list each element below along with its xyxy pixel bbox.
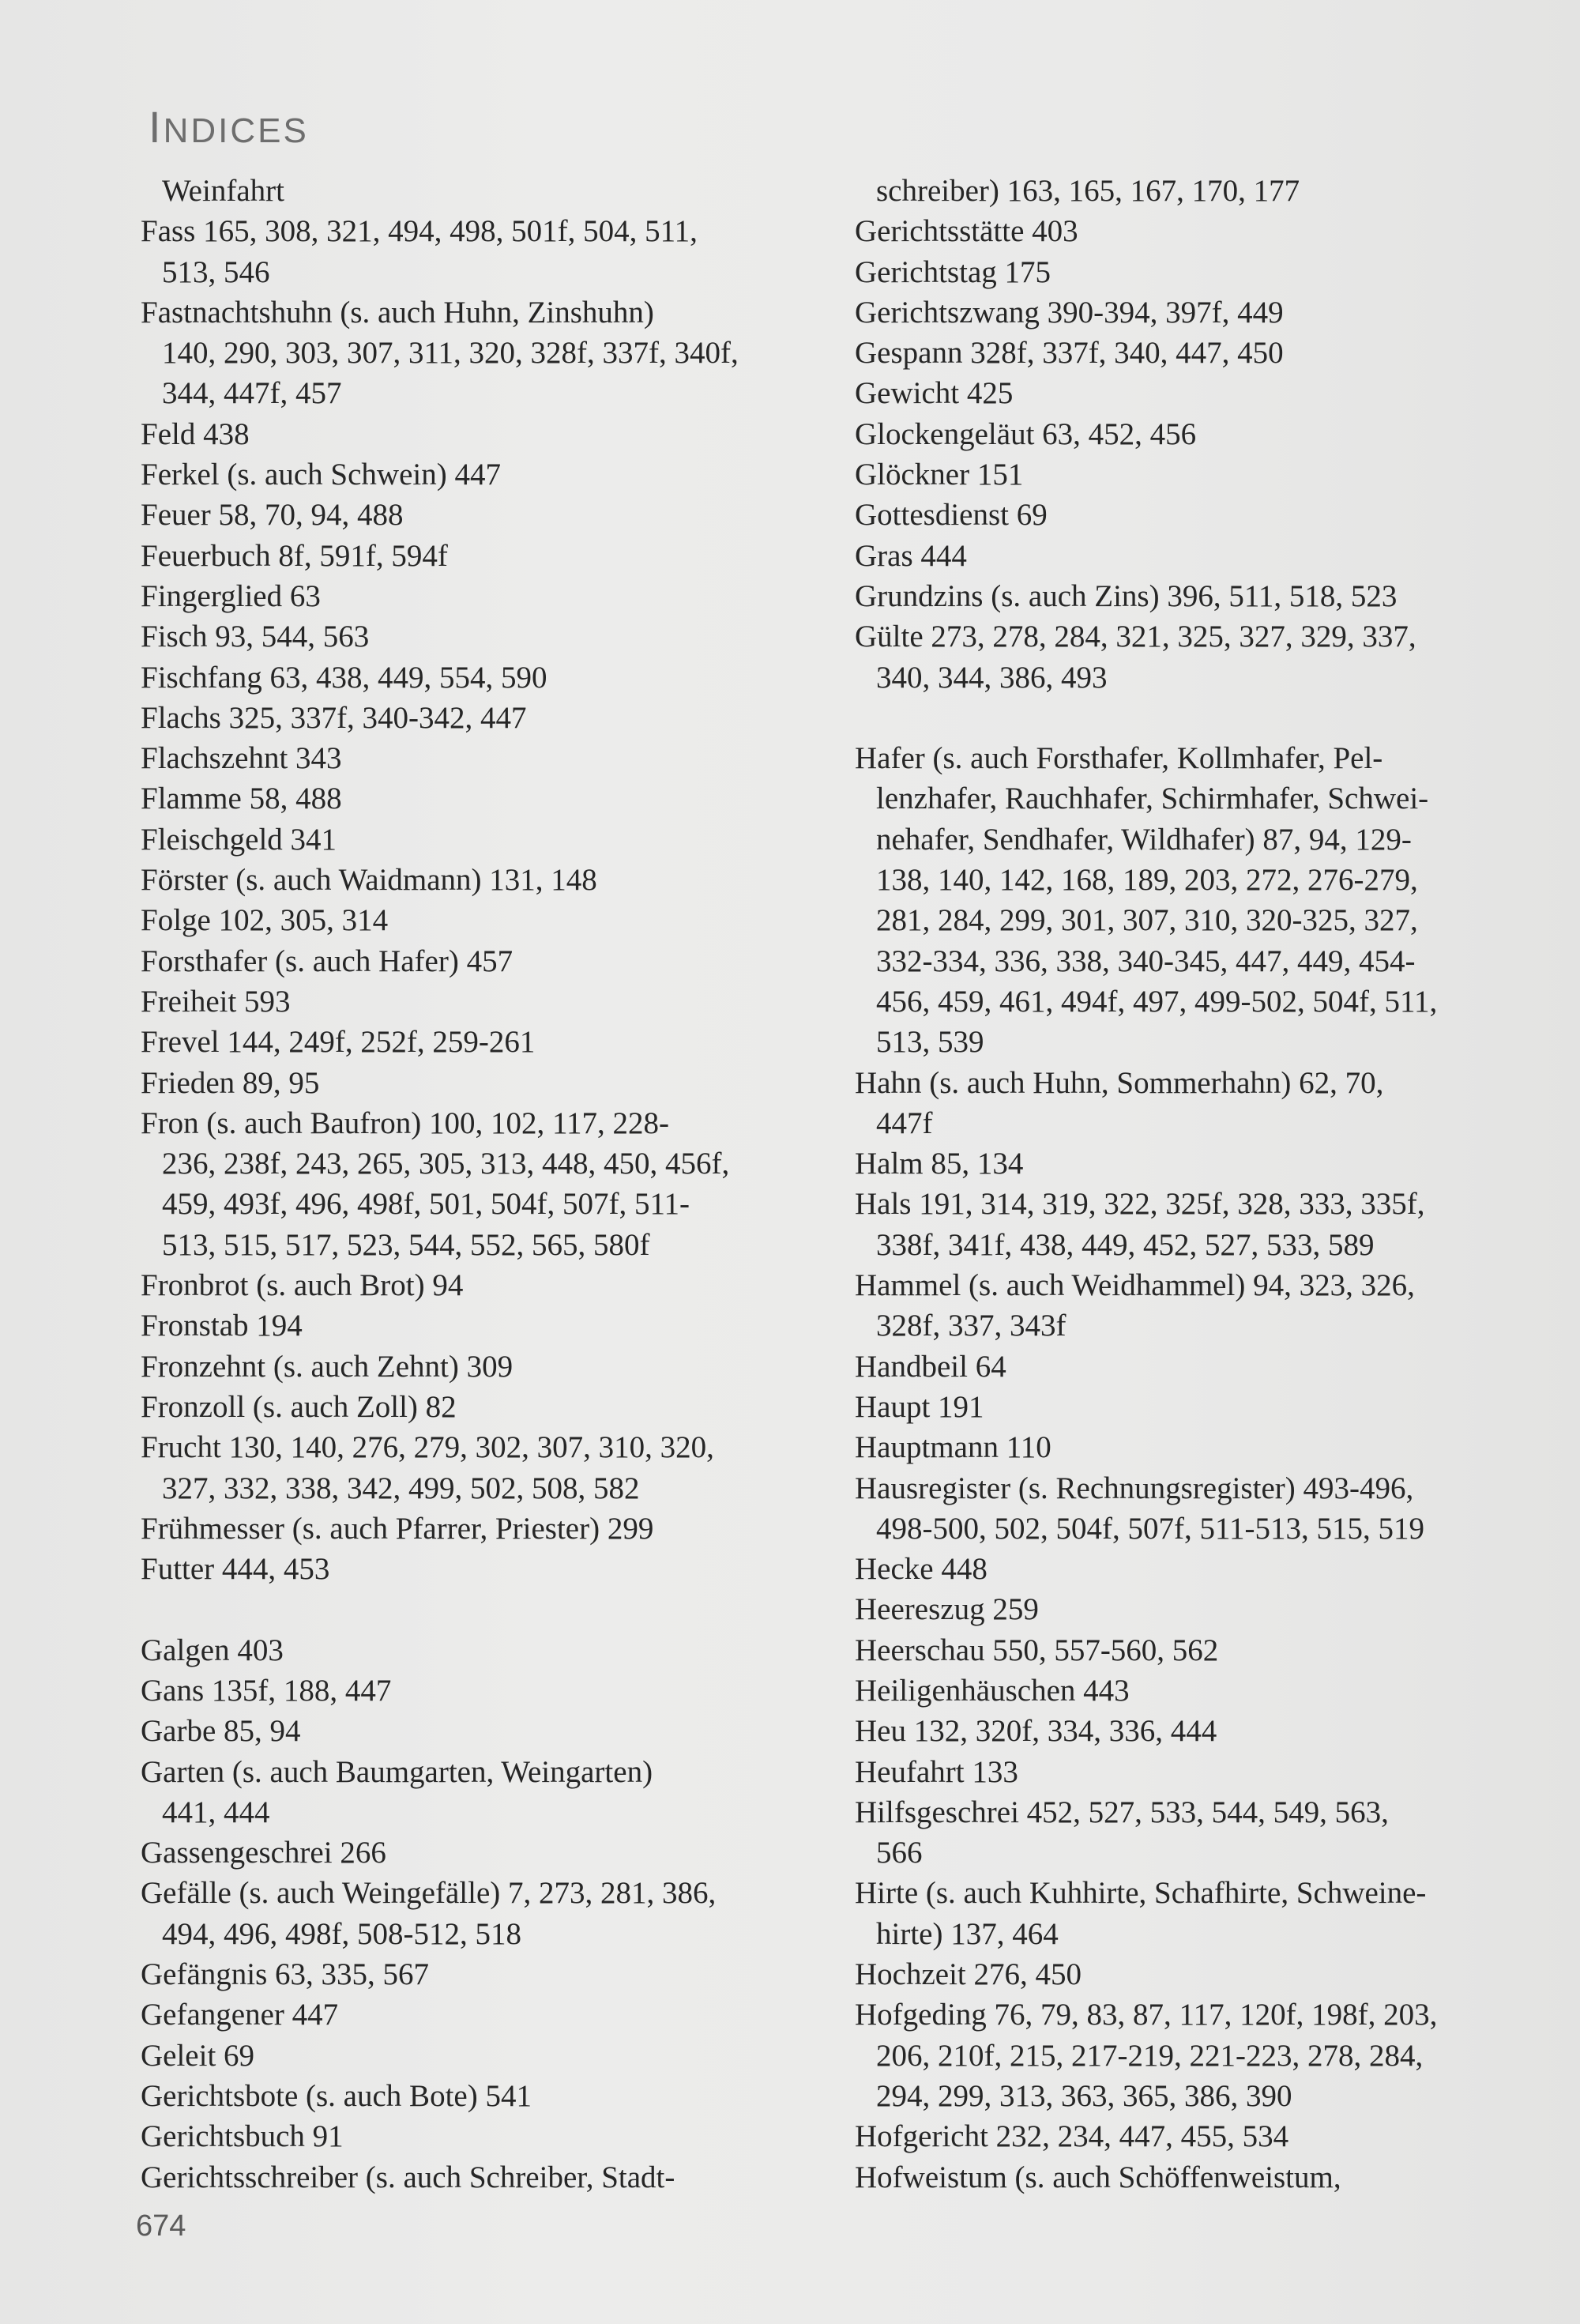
index-entry-line: 498-500, 502, 504f, 507f, 511-513, 515, 519 — [876, 1511, 1425, 1546]
index-entry-line: Gerichtstag 175 — [855, 254, 1051, 289]
index-entry-line: Hirte (s. auch Kuhhirte, Schafhirte, Schweine- — [855, 1876, 1427, 1911]
index-entry-line: lenzhafer, Rauchhafer, Schirmhafer, Schwei- — [876, 782, 1429, 816]
index-entry-line: Garbe 85, 94 — [141, 1714, 301, 1749]
index-entry-line: 206, 210f, 215, 217-219, 221-223, 278, 284, — [876, 2038, 1424, 2073]
index-entry-line: Flamme 58, 488 — [141, 782, 342, 816]
index-entry-line: Haupt 191 — [855, 1389, 984, 1424]
index-entry-line: Fronbrot (s. auch Brot) 94 — [141, 1268, 464, 1303]
running-header-initial: I — [149, 102, 164, 152]
index-entry-line: Fingerglied 63 — [141, 578, 321, 613]
index-entry-line: Freiheit 593 — [141, 984, 291, 1019]
index-entry-line: 327, 332, 338, 342, 499, 502, 508, 582 — [162, 1471, 640, 1505]
index-entry-line: 513, 515, 517, 523, 544, 552, 565, 580f — [162, 1227, 650, 1262]
index-entry-line: 344, 447f, 457 — [162, 376, 342, 411]
index-entry-line: Hofgeding 76, 79, 83, 87, 117, 120f, 198f, 203, — [855, 1998, 1438, 2032]
index-entry-line: 140, 290, 303, 307, 311, 320, 328f, 337f, 340f, — [162, 336, 739, 371]
index-entry-line: 138, 140, 142, 168, 189, 203, 272, 276-279, — [876, 863, 1418, 898]
index-column-left — [141, 171, 836, 2198]
index-entry-line: 513, 546 — [162, 254, 270, 289]
index-entry-line: Hochzeit 276, 450 — [855, 1957, 1082, 1992]
running-header — [149, 101, 309, 153]
index-entry-line: 328f, 337, 343f — [876, 1309, 1066, 1343]
index-entry-line: Fass 165, 308, 321, 494, 498, 501f, 504, 511, — [141, 214, 698, 249]
index-entry-line: Heereszug 259 — [855, 1592, 1039, 1627]
index-entry-line: 338f, 341f, 438, 449, 452, 527, 533, 589 — [876, 1227, 1375, 1262]
index-entry-line: Forsthafer (s. auch Hafer) 457 — [141, 944, 514, 978]
index-entry-line: Galgen 403 — [141, 1633, 284, 1667]
index-entry-line: Gerichtsschreiber (s. auch Schreiber, Stadt- — [141, 2160, 675, 2194]
index-spacer — [855, 698, 1534, 738]
index-entry-line: nehafer, Sendhafer, Wildhafer) 87, 94, 129- — [876, 822, 1412, 857]
index-entry-line: 281, 284, 299, 301, 307, 310, 320-325, 327, — [876, 903, 1418, 938]
index-entry-line: Glockengeläut 63, 452, 456 — [855, 416, 1197, 451]
index-entry-line: Fastnachtshuhn (s. auch Huhn, Zinshuhn) — [141, 295, 654, 330]
index-entry-line: Gespann 328f, 337f, 340, 447, 450 — [855, 336, 1284, 371]
index-entry-line: 332-334, 336, 338, 340-345, 447, 449, 454- — [876, 944, 1416, 978]
index-spacer — [141, 1589, 836, 1629]
index-entry-line: Hahn (s. auch Huhn, Sommerhahn) 62, 70, — [855, 1065, 1384, 1100]
index-entry-line: Gerichtsbote (s. auch Bote) 541 — [141, 2078, 532, 2113]
index-entry-line: Hilfsgeschrei 452, 527, 533, 544, 549, 563, — [855, 1795, 1389, 1829]
index-entry-line: Hafer (s. auch Forsthafer, Kollmhafer, Pel- — [855, 741, 1383, 776]
index-entry-line: Gülte 273, 278, 284, 321, 325, 327, 329, 337, — [855, 620, 1416, 654]
index-entry-line: Gerichtsbuch 91 — [141, 2119, 344, 2154]
index-entry-line: Hofgericht 232, 234, 447, 455, 534 — [855, 2119, 1289, 2154]
index-entry-line: Fronzehnt (s. auch Zehnt) 309 — [141, 1349, 514, 1384]
index-entry-line: Futter 444, 453 — [141, 1552, 330, 1587]
index-entry-line: Garten (s. auch Baumgarten, Weingarten) — [141, 1754, 653, 1789]
index-entry-line: Fronzoll (s. auch Zoll) 82 — [141, 1389, 457, 1424]
index-column-right — [855, 171, 1534, 2198]
index-entry-line: Heu 132, 320f, 334, 336, 444 — [855, 1714, 1217, 1749]
running-header-rest: NDICES — [163, 111, 309, 150]
index-entry-line: Fron (s. auch Baufron) 100, 102, 117, 228- — [141, 1106, 670, 1140]
index-entry-line: Fronstab 194 — [141, 1309, 303, 1343]
index-entry-line: Gefangener 447 — [141, 1998, 339, 2032]
index-entry-line: Heerschau 550, 557-560, 562 — [855, 1633, 1219, 1667]
index-entry-line: Feuerbuch 8f, 591f, 594f — [141, 538, 448, 573]
index-entry-line: Gefängnis 63, 335, 567 — [141, 1957, 430, 1992]
index-entry-line: Weinfahrt — [162, 174, 284, 208]
index-entry-line: hirte) 137, 464 — [876, 1916, 1059, 1951]
index-entry-line: 294, 299, 313, 363, 365, 386, 390 — [876, 2078, 1292, 2113]
index-entry-line: Frucht 130, 140, 276, 279, 302, 307, 310, 320, — [141, 1430, 714, 1465]
index-entry-line: 236, 238f, 243, 265, 305, 313, 448, 450, 456f, — [162, 1147, 730, 1181]
index-entry-line: Gewicht 425 — [855, 376, 1014, 411]
index-entry-line: Gerichtszwang 390-394, 397f, 449 — [855, 295, 1284, 330]
index-entry-line: Heufahrt 133 — [855, 1754, 1018, 1789]
index-entry-line: Gras 444 — [855, 538, 967, 573]
index-entry-line: Geleit 69 — [141, 2038, 255, 2073]
index-entry-line: Halm 85, 134 — [855, 1147, 1024, 1181]
index-entry-line: Förster (s. auch Waidmann) 131, 148 — [141, 863, 597, 898]
index-entry-line: Feuer 58, 70, 94, 488 — [141, 498, 404, 533]
index-entry-line: Hauptmann 110 — [855, 1430, 1051, 1465]
index-entry-line: Fischfang 63, 438, 449, 554, 590 — [141, 660, 547, 695]
index-entry-line: Fleischgeld 341 — [141, 822, 337, 857]
page-number: 674 — [136, 2209, 186, 2243]
index-entry-line: Hofweistum (s. auch Schöffenweistum, — [855, 2160, 1341, 2194]
index-entry-line: Glöckner 151 — [855, 458, 1024, 492]
index-entry-line: Feld 438 — [141, 416, 250, 451]
index-entry-line: Flachszehnt 343 — [141, 741, 342, 776]
index-entry-line: 459, 493f, 496, 498f, 501, 504f, 507f, 511- — [162, 1187, 690, 1222]
index-entry-line: Ferkel (s. auch Schwein) 447 — [141, 458, 501, 492]
index-entry-line: schreiber) 163, 165, 167, 170, 177 — [876, 174, 1300, 208]
index-entry-line: 494, 496, 498f, 508-512, 518 — [162, 1916, 521, 1951]
index-entry-line: Frieden 89, 95 — [141, 1065, 320, 1100]
index-entry-line: Gans 135f, 188, 447 — [141, 1673, 392, 1708]
index-entry-line: Flachs 325, 337f, 340-342, 447 — [141, 700, 527, 735]
index-entry-line: Hammel (s. auch Weidhammel) 94, 323, 326, — [855, 1268, 1415, 1303]
index-entry-line: Gottesdienst 69 — [855, 498, 1048, 533]
index-entry-line: 340, 344, 386, 493 — [876, 660, 1108, 695]
index-entry-line: Heiligenhäuschen 443 — [855, 1673, 1130, 1708]
index-entry-line: Fisch 93, 544, 563 — [141, 620, 370, 654]
index-entry-line: Hecke 448 — [855, 1552, 988, 1587]
index-entry-line: Hals 191, 314, 319, 322, 325f, 328, 333, 335f, — [855, 1187, 1425, 1222]
index-entry-line: 447f — [876, 1106, 933, 1140]
index-entry-line: 513, 539 — [876, 1025, 984, 1060]
index-entry-line: Gefälle (s. auch Weingefälle) 7, 273, 281, 386, — [141, 1876, 717, 1911]
index-entry-line: Hausregister (s. Rechnungsregister) 493-496, — [855, 1471, 1414, 1505]
index-entry-line: Grundzins (s. auch Zins) 396, 511, 518, 523 — [855, 578, 1398, 613]
index-entry-line: 566 — [876, 1836, 923, 1870]
index-entry-line: 441, 444 — [162, 1795, 270, 1829]
index-entry-line: 456, 459, 461, 494f, 497, 499-502, 504f, 511, — [876, 984, 1438, 1019]
index-entry-line: Gassengeschrei 266 — [141, 1836, 386, 1870]
index-entry-line: Frevel 144, 249f, 252f, 259-261 — [141, 1025, 536, 1060]
index-entry-line: Frühmesser (s. auch Pfarrer, Priester) 299 — [141, 1511, 654, 1546]
index-entry-line: Folge 102, 305, 314 — [141, 903, 389, 938]
index-entry-line: Handbeil 64 — [855, 1349, 1006, 1384]
index-entry-line: Gerichtsstätte 403 — [855, 214, 1078, 249]
